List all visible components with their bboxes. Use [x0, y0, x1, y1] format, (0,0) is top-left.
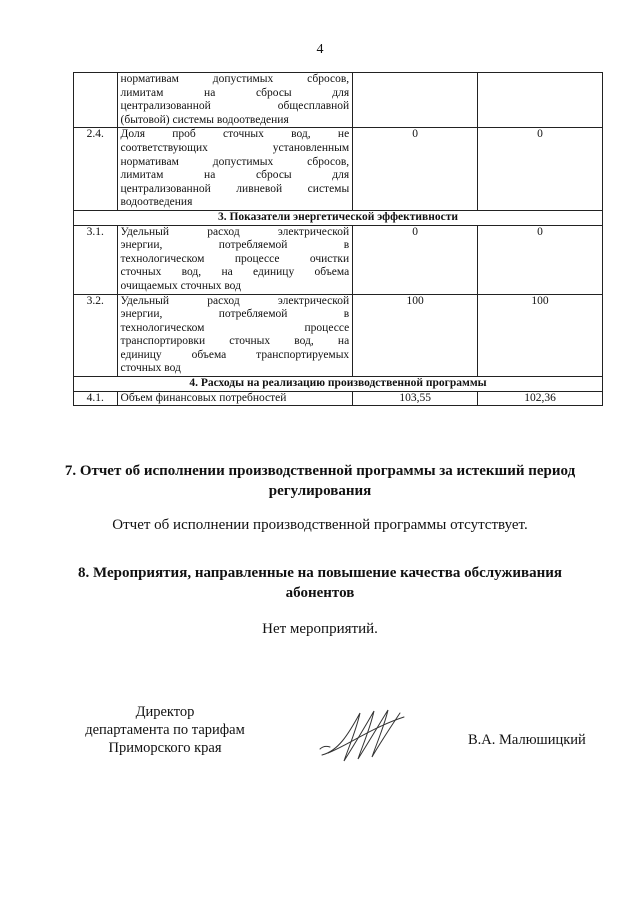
- value-cell: 0: [478, 225, 603, 294]
- text-line: соответствующих установленным: [120, 141, 350, 154]
- text-line: сточных вод, на единицу объема: [120, 266, 350, 279]
- value-cell: 0: [478, 128, 603, 211]
- table-row: [74, 225, 603, 294]
- heading-line: 7. Отчет об исполнении производственной программы за истекший период: [64, 463, 576, 479]
- text-line: технологическом процессе очистки: [120, 252, 350, 265]
- table-row: [74, 294, 603, 377]
- row-number-cell: 2.4.: [74, 128, 118, 211]
- row-number-cell: 3.2.: [74, 294, 118, 377]
- row-number-cell: 3.1.: [74, 225, 118, 294]
- value-cell: 100: [353, 294, 478, 377]
- signer-title-line: Директор: [135, 704, 195, 720]
- text-line: (бытовой) системы водоотведения: [120, 113, 289, 126]
- heading-line: 8. Мероприятия, направленные на повышение качества обслуживания: [77, 565, 562, 581]
- value-cell: [353, 73, 478, 128]
- section-7-heading: [60, 461, 580, 501]
- text-line: централизованной общесплавной: [120, 100, 350, 113]
- section-8-heading: [60, 563, 580, 603]
- section-heading-4: 4. Расходы на реализацию производственной программы: [74, 377, 603, 392]
- table-row: [74, 128, 603, 211]
- text-line: энергии, потребляемой в: [120, 308, 350, 321]
- section-7-text: Отчет об исполнении производственной программы отсутствует.: [112, 517, 528, 533]
- text-line: Удельный расход электрической: [120, 294, 350, 307]
- description-cell: Объем финансовых потребностей: [117, 391, 353, 406]
- text-line: водоотведения: [120, 196, 193, 209]
- text-line: Доля проб сточных вод, не: [120, 128, 350, 141]
- text-line: централизованной ливневой системы: [120, 182, 350, 195]
- value-cell: 0: [353, 128, 478, 211]
- value-cell: 102,36: [478, 391, 603, 406]
- program-indicators-table: [73, 72, 603, 406]
- value-cell: [478, 73, 603, 128]
- heading-line: регулирования: [268, 483, 372, 499]
- text-line: технологическом процессе: [120, 321, 350, 334]
- description-cell: [117, 73, 353, 128]
- signer-title: [60, 703, 270, 757]
- value-cell: 103,55: [353, 391, 478, 406]
- text-line: нормативам допустимых сбросов,: [120, 155, 350, 168]
- text-line: лимитам на сбросы для: [120, 169, 350, 182]
- description-cell: [117, 128, 353, 211]
- section-8-text: Нет мероприятий.: [262, 621, 378, 637]
- value-cell: 0: [353, 225, 478, 294]
- description-cell: [117, 225, 353, 294]
- heading-line: абонентов: [285, 585, 355, 601]
- signer-name: В.А. Малюшицкий: [468, 732, 586, 748]
- text-line: энергии, потребляемой в: [120, 239, 350, 252]
- text-line: лимитам на сбросы для: [120, 86, 350, 99]
- text-line: единицу объема транспортируемых: [120, 348, 350, 361]
- text-line: сточных вод: [120, 362, 181, 375]
- signer-title-line: департамента по тарифам: [85, 722, 245, 738]
- text-line: очищаемых сточных вод: [120, 279, 241, 292]
- section-row: [74, 210, 603, 225]
- row-number-cell: 4.1.: [74, 391, 118, 406]
- text-line: нормативам допустимых сбросов,: [120, 73, 350, 85]
- section-heading-3: 3. Показатели энергетической эффективности: [74, 210, 603, 225]
- value-cell: 100: [478, 294, 603, 377]
- table-row: [74, 73, 603, 128]
- text-line: транспортировки сточных вод, на: [120, 335, 350, 348]
- signer-title-line: Приморского края: [108, 740, 222, 756]
- handwritten-signature: [318, 705, 408, 765]
- description-cell: [117, 294, 353, 377]
- text-line: Удельный расход электрической: [120, 225, 350, 238]
- section-row: [74, 377, 603, 392]
- page-number: 4: [316, 42, 324, 57]
- row-number-cell: [74, 73, 118, 128]
- table-row: [74, 391, 603, 406]
